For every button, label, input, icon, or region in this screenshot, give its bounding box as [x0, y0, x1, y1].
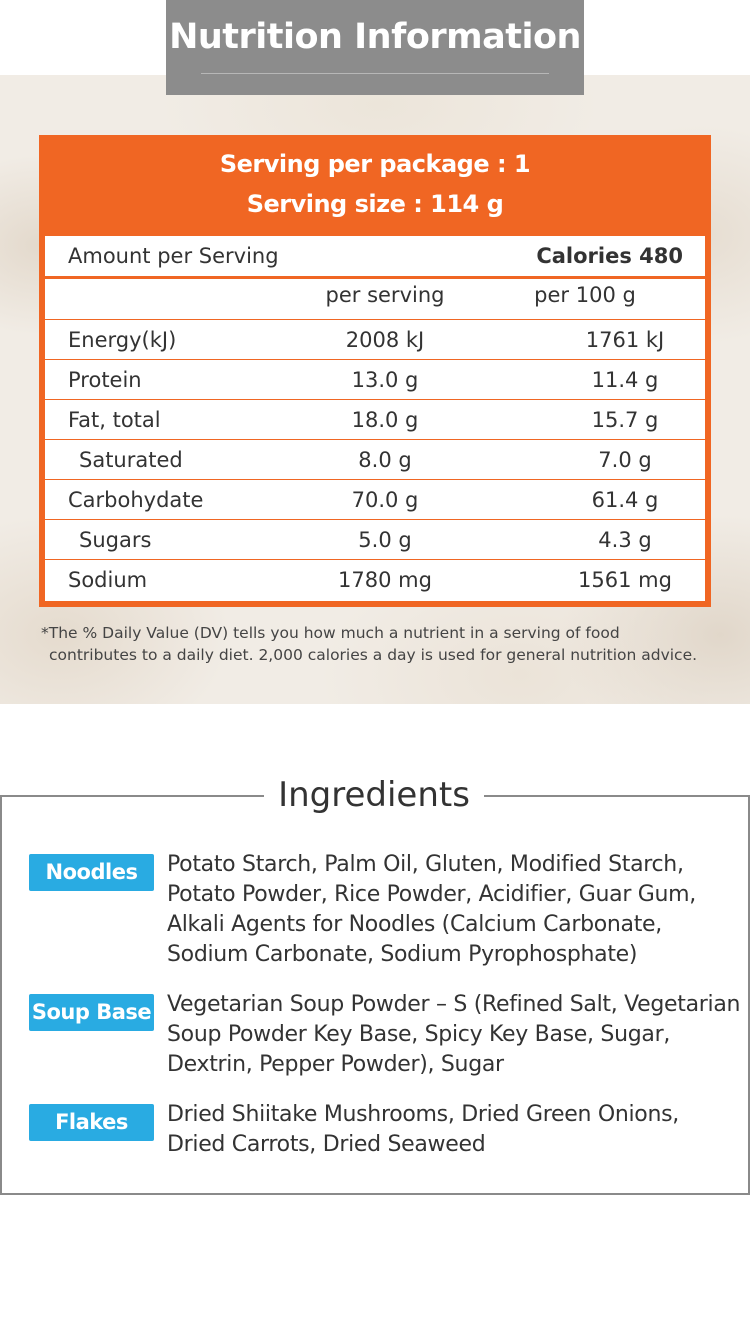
ingredient-line: Dextrin, Pepper Powder), Sugar — [167, 1052, 504, 1077]
flakes-ingredients — [167, 1100, 737, 1160]
nutrition-panel — [39, 135, 711, 607]
soup-base-ingredients — [167, 990, 747, 1080]
daily-value-note — [41, 622, 721, 666]
value-per-serving: 5.0 g — [358, 528, 412, 552]
value-per-serving: 2008 kJ — [345, 328, 425, 352]
ingredients-title: Ingredients — [264, 775, 484, 815]
note-line-2: contributes to a daily diet. 2,000 calories a day is used for general nutrition advice. — [49, 646, 698, 664]
noodles-ingredients — [167, 850, 737, 970]
value-per-100g: 7.0 g — [598, 448, 652, 472]
table-row — [45, 520, 705, 560]
value-per-100g: 4.3 g — [598, 528, 652, 552]
value-per-100g: 1561 mg — [578, 568, 672, 592]
noodles-badge: Noodles — [29, 854, 154, 891]
amount-row — [45, 236, 705, 276]
soup-base-badge: Soup Base — [29, 994, 154, 1031]
column-header-row — [45, 279, 705, 319]
ingredient-line: Dried Carrots, Dried Seaweed — [167, 1132, 486, 1157]
nutrient-name: Sugars — [79, 528, 152, 552]
table-row — [45, 320, 705, 360]
ingredient-line: Vegetarian Soup Powder – S (Refined Salt, Vegetarian — [167, 992, 741, 1017]
value-per-100g: 15.7 g — [591, 408, 659, 432]
value-per-100g: 61.4 g — [591, 488, 659, 512]
amount-label: Amount per Serving — [68, 244, 279, 268]
page-title: Nutrition Information — [169, 17, 581, 57]
column-per-serving: per serving — [325, 283, 445, 307]
value-per-serving: 13.0 g — [351, 368, 419, 392]
ingredient-line: Alkali Agents for Noodles (Calcium Carbonate, — [167, 912, 662, 937]
nutrient-name: Protein — [68, 368, 142, 392]
table-row — [45, 400, 705, 440]
serving-size: Serving size : 114 g — [246, 190, 504, 218]
value-per-serving: 18.0 g — [351, 408, 419, 432]
value-per-serving: 70.0 g — [351, 488, 419, 512]
nutrient-name: Sodium — [68, 568, 148, 592]
nutrition-title-box — [166, 0, 584, 95]
flakes-badge: Flakes — [29, 1104, 154, 1141]
value-per-100g: 11.4 g — [591, 368, 659, 392]
calories-value: Calories 480 — [536, 244, 683, 268]
value-per-serving: 1780 mg — [338, 568, 432, 592]
ingredient-line: Soup Powder Key Base, Spicy Key Base, Sugar, — [167, 1022, 671, 1047]
table-row — [45, 480, 705, 520]
column-per-100g: per 100 g — [534, 283, 636, 307]
table-row — [45, 360, 705, 400]
ingredient-line: Potato Powder, Rice Powder, Acidifier, Guar Gum, — [167, 882, 696, 907]
nutrient-name: Energy(kJ) — [68, 328, 177, 352]
ingredient-line: Potato Starch, Palm Oil, Gluten, Modified Starch, — [167, 852, 684, 877]
nutrient-name: Carbohydate — [68, 488, 204, 512]
value-per-100g: 1761 kJ — [585, 328, 665, 352]
nutrition-table — [45, 236, 705, 601]
title-underline — [201, 73, 549, 74]
serving-per-package: Serving per package : 1 — [219, 150, 531, 178]
table-row — [45, 440, 705, 480]
nutrient-name: Saturated — [79, 448, 183, 472]
serving-header — [39, 135, 711, 235]
table-row — [45, 560, 705, 600]
note-line-1: *The % Daily Value (DV) tells you how much a nutrient in a serving of food — [41, 624, 620, 642]
ingredient-line: Sodium Carbonate, Sodium Pyrophosphate) — [167, 942, 638, 967]
nutrient-name: Fat, total — [68, 408, 161, 432]
value-per-serving: 8.0 g — [358, 448, 412, 472]
ingredient-line: Dried Shiitake Mushrooms, Dried Green Onions, — [167, 1102, 679, 1127]
